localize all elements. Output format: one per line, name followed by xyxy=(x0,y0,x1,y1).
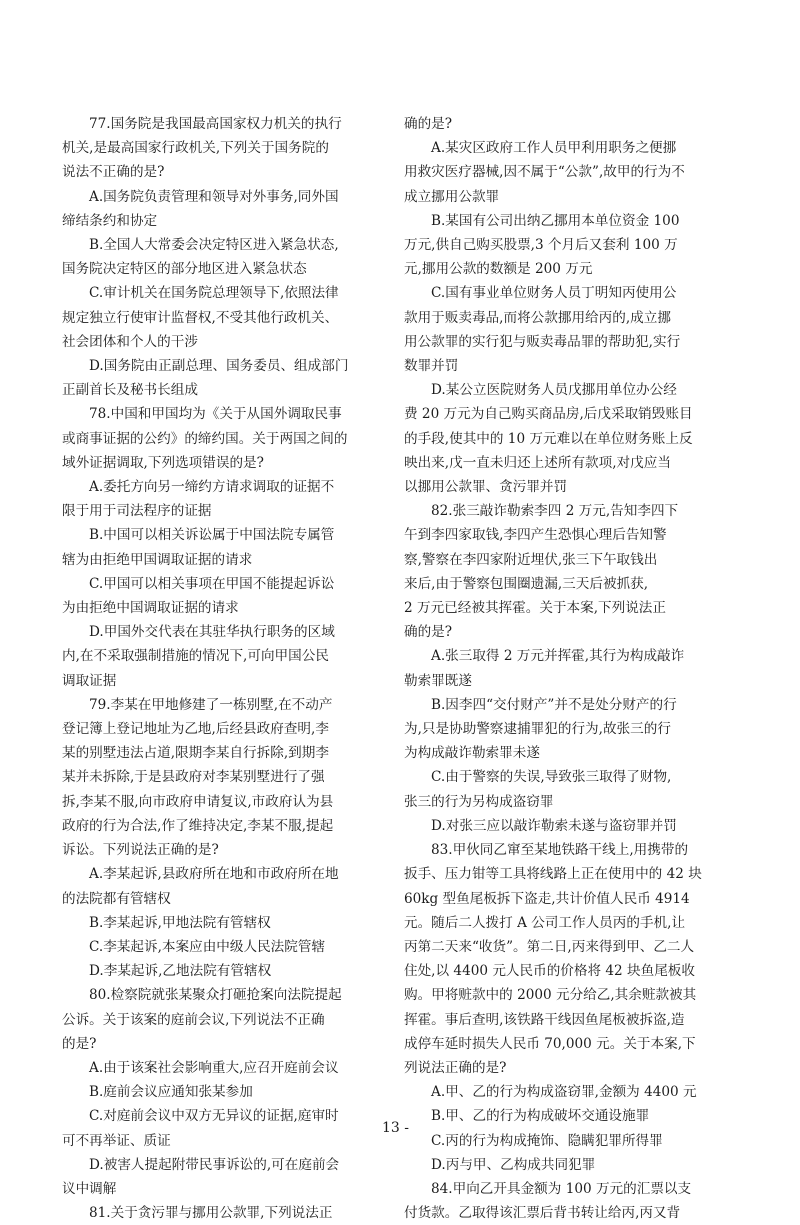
text-line: D.李某起诉,乙地法院有管辖权 xyxy=(89,963,272,980)
paragraph xyxy=(404,1177,750,1225)
paragraph xyxy=(62,983,408,1056)
text-line: B.庭前会议应通知张某参加 xyxy=(89,1084,253,1101)
text-line: 诉讼。下列说法正确的是? xyxy=(62,842,219,859)
text-line: C.对庭前会议中双方无异议的证据,庭审时 xyxy=(89,1108,339,1125)
text-line: 2 万元已经被其挥霍。关于本案,下列说法正 xyxy=(404,600,666,617)
text-line: C.审计机关在国务院总理领导下,依照法律 xyxy=(89,285,339,302)
text-line: 勒索罪既遂 xyxy=(404,672,472,689)
text-line: 国务院决定特区的部分地区进入紧急状态 xyxy=(62,261,307,278)
text-line: 缔结条约和协定 xyxy=(62,212,158,229)
text-line: C.由于警察的失误,导致张三取得了财物, xyxy=(431,769,672,786)
paragraph xyxy=(62,1104,408,1152)
text-line: 说法不正确的是? xyxy=(62,164,165,181)
text-line: B.中国可以相关诉讼属于中国法院专属管 xyxy=(89,527,335,544)
paragraph xyxy=(62,112,408,185)
paragraph xyxy=(62,911,408,935)
text-line: A.国务院负责管理和领导对外事务,同外国 xyxy=(89,188,339,205)
text-line: A.委托方向另一缔约方请求调取的证据不 xyxy=(89,479,335,496)
text-line: A.李某起诉,县政府所在地和市政府所在地 xyxy=(89,866,339,883)
paragraph xyxy=(62,185,408,233)
text-line: 成立挪用公款罪 xyxy=(404,188,500,205)
text-line: D.国务院由正副总理、国务委员、组成部门 xyxy=(89,358,349,375)
text-line: D.被害人提起附带民事诉讼的,可在庭前会 xyxy=(89,1156,340,1173)
text-line: 的是? xyxy=(62,1035,97,1052)
text-line: 来后,由于警察包围圈遗漏,三天后被抓获, xyxy=(404,575,649,592)
paragraph xyxy=(404,1080,750,1104)
text-line: 付货款。乙取得该汇票后背书转让给丙,丙又背 xyxy=(404,1205,681,1222)
text-line: 83.甲伙同乙窜至某地铁路干线上,用携带的 xyxy=(431,842,689,859)
text-line: 79.李某在甲地修建了一栋别墅,在不动产 xyxy=(89,696,333,713)
text-line: B.李某起诉,甲地法院有管辖权 xyxy=(89,914,271,931)
text-line: 挥霍。事后查明,该铁路干线因鱼尾板被拆盗,造 xyxy=(404,1011,685,1028)
paragraph xyxy=(62,959,408,983)
text-line: D.甲国外交代表在其驻华执行职务的区域 xyxy=(89,624,335,641)
paragraph xyxy=(404,281,750,378)
text-line: 的手段,使其中的 10 万元难以在单位财务账上反 xyxy=(404,430,693,447)
text-line: 80.检察院就张某聚众打砸抢案向法院提起 xyxy=(89,987,342,1004)
text-line: 登记簿上登记地址为乙地,后经县政府查明,李 xyxy=(62,721,329,738)
text-line: D.丙与甲、乙构成共同犯罪 xyxy=(431,1156,596,1173)
text-line: 或商事证据的公约》的缔约国。关于两国之间的 xyxy=(62,430,348,447)
paragraph xyxy=(62,1201,408,1225)
text-line: 82.张三敲诈勒索李四 2 万元,告知李四下 xyxy=(431,503,679,520)
paragraph xyxy=(62,523,408,571)
text-line: 社会团体和个人的干涉 xyxy=(62,333,198,350)
text-line: B.因李四“交付财产”并不是处分财产的行 xyxy=(431,696,677,713)
text-line: 用公款罪的实行犯与贩卖毒品罪的帮助犯,实行 xyxy=(404,333,681,350)
text-line: 成停车延时损失人民币 70,000 元。关于本案,下 xyxy=(404,1035,696,1052)
paragraph xyxy=(404,209,750,282)
text-line: 察,警察在李四家附近埋伏,张三下午取钱出 xyxy=(404,551,658,568)
paragraph xyxy=(62,1080,408,1104)
text-line: C.李某起诉,本案应由中级人民法院管辖 xyxy=(89,938,326,955)
text-line: 内,在不采取强制措施的情况下,可向甲国公民 xyxy=(62,648,329,665)
text-line: 公诉。关于该案的庭前会议,下列说法不正确 xyxy=(62,1011,325,1028)
paragraph xyxy=(62,572,408,620)
page-number: 13 - xyxy=(382,1120,409,1136)
text-line: 以挪用公款罪、贪污罪并罚 xyxy=(404,479,568,496)
text-line: 款用于贩卖毒品,而将公款挪用给丙的,成立挪 xyxy=(404,309,671,326)
text-line: 77.国务院是我国最高国家权力机关的执行 xyxy=(89,116,342,132)
paragraph xyxy=(404,112,750,136)
paragraph xyxy=(62,354,408,402)
text-line: A.张三取得 2 万元并挥霍,其行为构成敲诈 xyxy=(431,648,685,665)
text-line: 住处,以 4400 元人民币的价格将 42 块鱼尾板收 xyxy=(404,963,695,980)
text-line: B.某国有公司出纳乙挪用本单位资金 100 xyxy=(431,212,680,229)
text-line: D.某公立医院财务人员戊挪用单位办公经 xyxy=(431,382,677,399)
text-line: 84.甲向乙开具金额为 100 万元的汇票以支 xyxy=(431,1180,692,1197)
text-line: C.甲国可以相关事项在甲国不能提起诉讼 xyxy=(89,575,335,592)
text-line: 拆,李某不服,向市政府申请复议,市政府认为县 xyxy=(62,793,334,810)
text-line: 的法院都有管辖权 xyxy=(62,890,171,907)
paragraph xyxy=(404,378,750,499)
text-line: 扳手、压力钳等工具将线路上正在使用中的 42 块 xyxy=(404,866,702,883)
text-line: 元。随后二人拨打 A 公司工作人员丙的手机,让 xyxy=(404,914,686,931)
text-line: 81.关于贪污罪与挪用公款罪,下列说法正 xyxy=(89,1205,333,1222)
text-line: 元,挪用公款的数额是 200 万元 xyxy=(404,261,593,278)
text-line: D.对张三应以敲诈勒索未遂与盗窃罪并罚 xyxy=(431,817,677,834)
text-line: 60kg 型鱼尾板拆下盗走,共计价值人民币 4914 xyxy=(404,890,690,907)
text-line: 为由拒绝中国调取证据的请求 xyxy=(62,600,239,617)
text-line: 某的别墅违法占道,限期李某自行拆除,到期李 xyxy=(62,745,329,762)
text-line: 域外证据调取,下列选项错误的是? xyxy=(62,454,264,471)
text-line: A.甲、乙的行为构成盗窃罪,金额为 4400 元 xyxy=(431,1084,697,1101)
text-line: 购。甲将赃款中的 2000 元分给乙,其余赃款被其 xyxy=(404,987,697,1004)
text-line: 调取证据 xyxy=(62,672,117,689)
paragraph xyxy=(62,862,408,910)
text-line: 午到李四家取钱,李四产生恐惧心理后告知警 xyxy=(404,527,667,544)
paragraph xyxy=(404,136,750,209)
text-line: 限于用于司法程序的证据 xyxy=(62,503,212,520)
text-line: 辖为由拒绝甲国调取证据的请求 xyxy=(62,551,253,568)
paragraph xyxy=(404,765,750,813)
paragraph xyxy=(62,475,408,523)
text-line: 正副首长及秘书长组成 xyxy=(62,382,198,399)
text-line: 费 20 万元为自己购买商品房,后戊采取销毁账目 xyxy=(404,406,693,423)
text-line: B.全国人大常委会决定特区进入紧急状态, xyxy=(89,237,339,254)
text-line: 为构成敲诈勒索罪未遂 xyxy=(404,745,540,762)
text-line: 张三的行为另构成盗窃罪 xyxy=(404,793,554,810)
text-line: 数罪并罚 xyxy=(404,358,459,375)
paragraph xyxy=(62,281,408,354)
paragraph xyxy=(404,1104,750,1128)
paragraph xyxy=(62,402,408,475)
paragraph xyxy=(62,1056,408,1080)
text-line: A.某灾区政府工作人员甲利用职务之便挪 xyxy=(431,140,677,157)
text-line: 确的是? xyxy=(404,116,453,132)
text-line: 规定独立行使审计监督权,不受其他行政机关、 xyxy=(62,309,339,326)
text-line: 映出来,戊一直未归还上述所有款项,对戊应当 xyxy=(404,454,671,471)
left-column xyxy=(62,112,408,1225)
text-line: 政府的行为合法,作了维持决定,李某不服,提起 xyxy=(62,817,334,834)
text-line: C.国有事业单位财务人员丁明知丙使用公 xyxy=(431,285,677,302)
paragraph xyxy=(404,838,750,1080)
text-line: 议中调解 xyxy=(62,1180,117,1197)
paragraph xyxy=(404,644,750,692)
paragraph xyxy=(62,233,408,281)
text-line: 丙第二天来“收货”。第二日,丙来得到甲、乙二人 xyxy=(404,938,695,955)
text-line: B.甲、乙的行为构成破坏交通设施罪 xyxy=(431,1108,650,1125)
paragraph xyxy=(62,620,408,693)
paragraph xyxy=(404,1129,750,1153)
text-line: 78.中国和甲国均为《关于从国外调取民事 xyxy=(89,406,342,423)
paragraph xyxy=(404,814,750,838)
paragraph xyxy=(404,499,750,644)
paragraph xyxy=(404,1153,750,1177)
paragraph xyxy=(404,693,750,766)
text-line: 机关,是最高国家行政机关,下列关于国务院的 xyxy=(62,140,329,157)
text-line: 确的是? xyxy=(404,624,453,641)
text-line: A.由于该案社会影响重大,应召开庭前会议 xyxy=(89,1059,339,1076)
text-line: 万元,供自己购买股票,3 个月后又套利 100 万 xyxy=(404,237,678,254)
text-line: 为,只是协助警察逮捕罪犯的行为,故张三的行 xyxy=(404,721,671,738)
text-line: C.丙的行为构成掩饰、隐瞒犯罪所得罪 xyxy=(431,1132,663,1149)
right-column xyxy=(404,112,750,1225)
text-line: 用救灾医疗器械,因不属于“公款”,故甲的行为不 xyxy=(404,164,685,181)
text-line: 某并未拆除,于是县政府对李某别墅进行了强 xyxy=(62,769,325,786)
paragraph xyxy=(62,693,408,862)
text-line: 可不再举证、质证 xyxy=(62,1132,171,1149)
paragraph xyxy=(62,935,408,959)
text-line: 列说法正确的是? xyxy=(404,1059,507,1076)
